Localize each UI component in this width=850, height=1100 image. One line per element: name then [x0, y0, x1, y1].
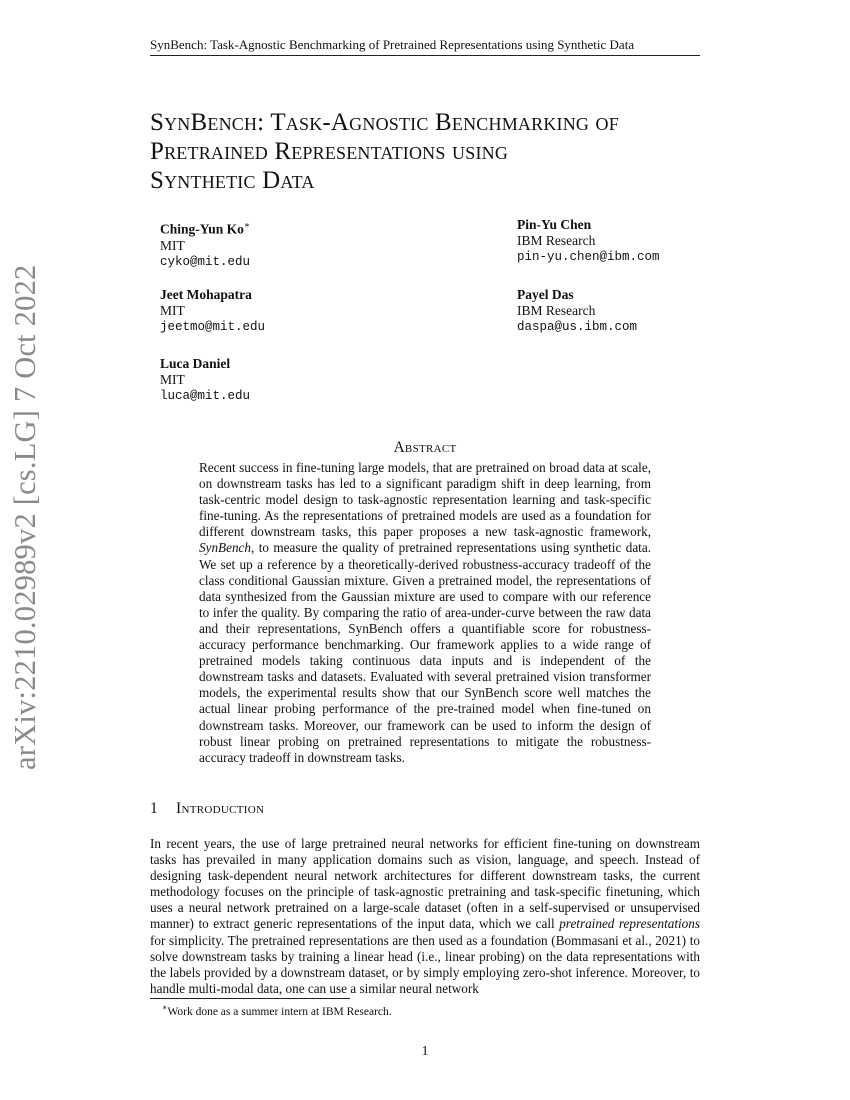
footnote-rule	[150, 998, 350, 999]
author-email[interactable]: luca@mit.edu	[160, 389, 251, 403]
author-affiliation: MIT	[160, 303, 185, 318]
intro-emphasis: pretrained representations	[559, 916, 700, 932]
author-footnote-mark: ∗	[243, 220, 251, 230]
author-email[interactable]: jeetmo@mit.edu	[160, 320, 266, 334]
author-name: Payel Das	[517, 287, 574, 302]
author-email[interactable]: daspa@us.ibm.com	[517, 320, 638, 334]
abstract-heading: Abstract	[393, 439, 457, 456]
intro-paragraph	[150, 836, 700, 997]
section-title: Introduction	[176, 800, 265, 817]
footnote-mark: ∗	[162, 1003, 168, 1012]
abstract-body	[199, 460, 651, 766]
author-name: Ching-Yun Ko	[160, 221, 244, 237]
abstract-emphasis: SynBench	[199, 540, 251, 556]
section-number: 1	[150, 800, 158, 817]
author-block	[517, 287, 637, 335]
author-block	[160, 287, 265, 335]
section-heading	[150, 800, 264, 818]
author-affiliation: MIT	[160, 372, 185, 387]
abstract-text: , to measure the quality of pretrained representations using synthetic data. We set up a reference by a theoretically-derived robustness-accuracy tradeoff of the class conditional Gaussian mixture. Given a pretrained model, the representations of data synthesized from the Gaussian mixture are used to compare with our reference to infer the quality. By comparing the ratio of area-under-curve between the raw data and their representations, SynBench offers a quantifiable score for robustness-accuracy performance benchmarking. Our framework applies to a wide range of pretrained models taking continuous data inputs and is independent of the downstream tasks and datasets. Evaluated with several pretrained vision transformer models, the experimental results show that our SynBench score well matches the actual linear probing performance of the pre-trained model when fine-tuned on downstream tasks. Moreover, our framework can be used to inform the design of robust linear probing on pretrained representations to mitigate the robustness-accuracy tradeoff in downstream tasks.	[199, 540, 651, 765]
title-line: Synthetic Data	[150, 167, 315, 194]
intro-text: for simplicity. The pretrained representations are then used as a foundation (Bommasani et al., 2021) to solve downstream tasks by training a linear head (i.e., linear probing) on the data representations with the labels provided by a downstream dataset, or by simply employing zero-shot inference. Moreover, to handle multi-modal data, one can use a similar neural network	[150, 932, 700, 996]
header-rule	[150, 55, 700, 56]
title-line: Pretrained Representations using	[150, 138, 509, 165]
author-block	[160, 217, 250, 270]
author-block	[160, 356, 250, 404]
author-affiliation: IBM Research	[517, 233, 596, 248]
footnote	[162, 1003, 392, 1018]
author-email[interactable]: cyko@mit.edu	[160, 254, 251, 269]
author-block	[517, 217, 660, 265]
author-affiliation: IBM Research	[517, 303, 596, 318]
footnote-text: Work done as a summer intern at IBM Research.	[167, 1005, 392, 1018]
running-head: SynBench: Task-Agnostic Benchmarking of Pretrained Representations using Synthetic Data	[150, 37, 635, 52]
abstract-text: Recent success in fine-tuning large models, that are pretrained on broad data at scale, on downstream tasks has led to a significant paradigm shift in deep learning, from task-centric model design to task-agnostic representation learning and task-specific fine-tuning. As the representations of pretrained models are used as a foundation for different downstream tasks, this paper proposes a new task-agnostic framework,	[199, 460, 651, 540]
title-line: SynBench: Task-Agnostic Benchmarking of	[150, 109, 619, 136]
author-name: Pin-Yu Chen	[517, 217, 592, 232]
page-number: 1	[421, 1043, 429, 1058]
author-name: Luca Daniel	[160, 356, 231, 371]
arxiv-identifier-stamp: arXiv:2210.02989v2 [cs.LG] 7 Oct 2022	[8, 264, 42, 770]
paper-title	[150, 108, 710, 195]
author-name: Jeet Mohapatra	[160, 287, 252, 302]
author-affiliation: MIT	[160, 237, 185, 253]
author-email[interactable]: pin-yu.chen@ibm.com	[517, 250, 660, 264]
intro-text: In recent years, the use of large pretrained neural networks for efficient fine-tuning on downstream tasks has prevailed in many application domains such as vision, language, and speech. Instead of designing task-dependent neural network architectures for different downstream tasks, the current methodology focuses on the principle of task-agnostic pretraining and task-specific finetuning, which uses a neural network pretrained on a large-scale dataset (often in a self-supervised or unsupervised manner) to extract generic representations of the input data, which we call	[150, 836, 700, 932]
